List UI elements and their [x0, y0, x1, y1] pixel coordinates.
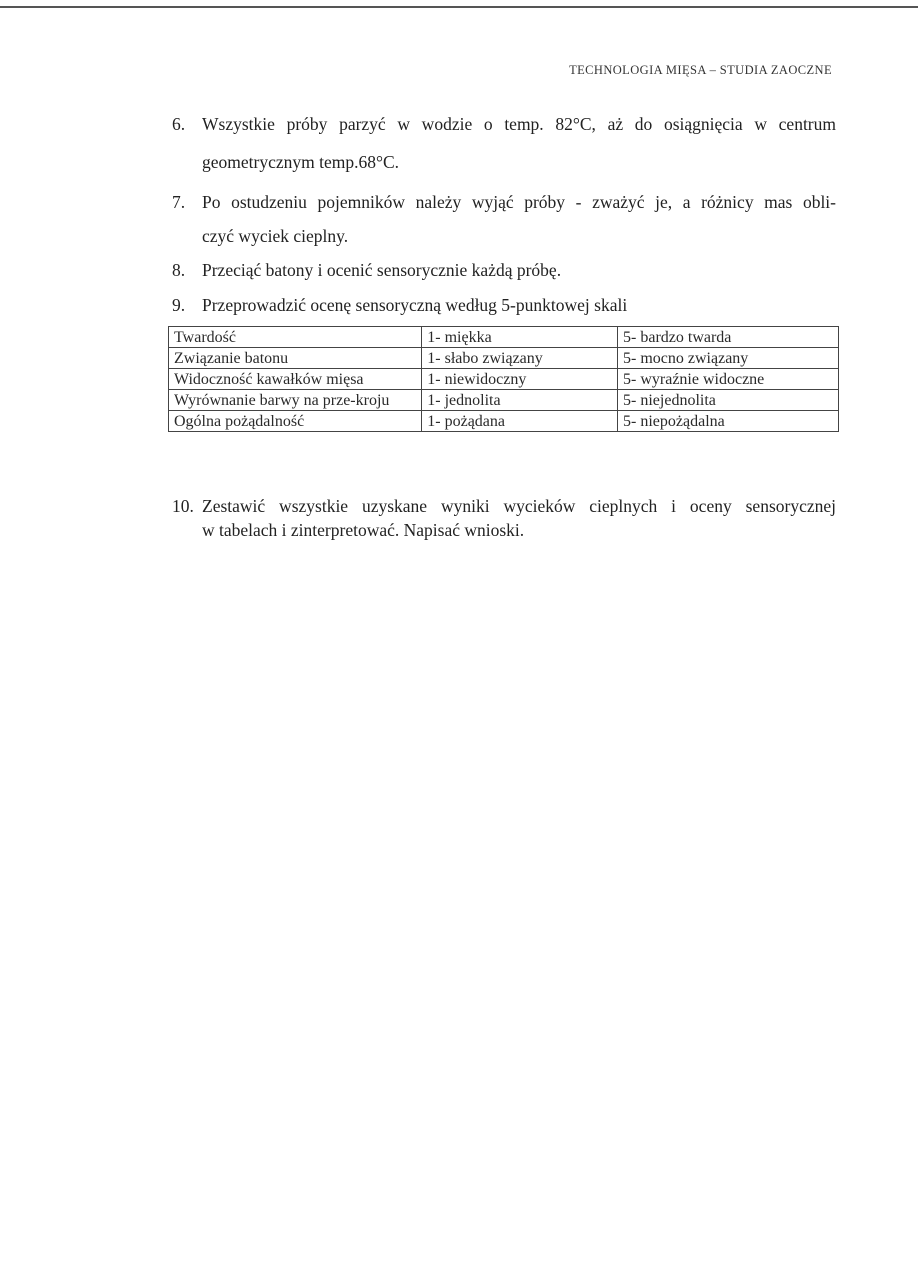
attribute-cell: Związanie batonu: [169, 348, 422, 369]
low-score-cell: 1- pożądana: [422, 411, 618, 432]
item-number: 9.: [172, 295, 186, 315]
item-number: 6.: [172, 114, 186, 134]
item-number: 8.: [172, 260, 186, 280]
table-row: [169, 348, 839, 369]
item-text-line1: Zestawić wszystkie uzyskane wyniki wycieków cieplnych i oceny sensorycznej: [202, 496, 836, 516]
list-item-7: [172, 194, 836, 245]
item-text-line2: geometrycznym temp.68°C.: [202, 151, 400, 172]
item-text-line2: czyć wyciek cieplny.: [202, 225, 349, 246]
low-score-cell: 1- niewidoczny: [422, 369, 618, 390]
table-row: [169, 369, 839, 390]
table-row: [169, 390, 839, 411]
item-number: 10.: [172, 496, 194, 516]
item-number: 7.: [172, 192, 186, 212]
item-text-line2: w tabelach i zinterpretować. Napisać wnioski.: [202, 519, 525, 540]
item-text-line1: Przeprowadzić ocenę sensoryczną według 5-punktowej skali: [202, 295, 628, 315]
list-item-10: [172, 498, 836, 539]
item-text-line1: Po ostudzeniu pojemników należy wyjąć próby - zważyć je, a różnicy mas obli-: [202, 192, 836, 212]
table-row: [169, 327, 839, 348]
attribute-cell: Ogólna pożądalność: [169, 411, 422, 432]
attribute-cell: Twardość: [169, 327, 422, 348]
scan-top-border: [0, 6, 918, 8]
high-score-cell: 5- niejednolita: [618, 390, 839, 411]
low-score-cell: 1- miękka: [422, 327, 618, 348]
list-item-6: [172, 116, 836, 171]
high-score-cell: 5- bardzo twarda: [618, 327, 839, 348]
high-score-cell: 5- mocno związany: [618, 348, 839, 369]
table-row: [169, 411, 839, 432]
item-text-line1: Przeciąć batony i ocenić sensorycznie każdą próbę.: [202, 260, 562, 280]
high-score-cell: 5- niepożądalna: [618, 411, 839, 432]
low-score-cell: 1- słabo związany: [422, 348, 618, 369]
list-item-9: [172, 297, 836, 315]
high-score-cell: 5- wyraźnie widoczne: [618, 369, 839, 390]
page-header: TECHNOLOGIA MIĘSA – STUDIA ZAOCZNE: [569, 63, 832, 77]
item-text-line1: Wszystkie próby parzyć w wodzie o temp. 82°C, aż do osiągnięcia w centrum: [202, 114, 836, 134]
list-item-8: [172, 262, 836, 280]
sensory-scale-table: [168, 326, 839, 432]
low-score-cell: 1- jednolita: [422, 390, 618, 411]
attribute-cell: Widoczność kawałków mięsa: [169, 369, 422, 390]
attribute-cell: Wyrównanie barwy na prze-kroju: [169, 390, 422, 411]
